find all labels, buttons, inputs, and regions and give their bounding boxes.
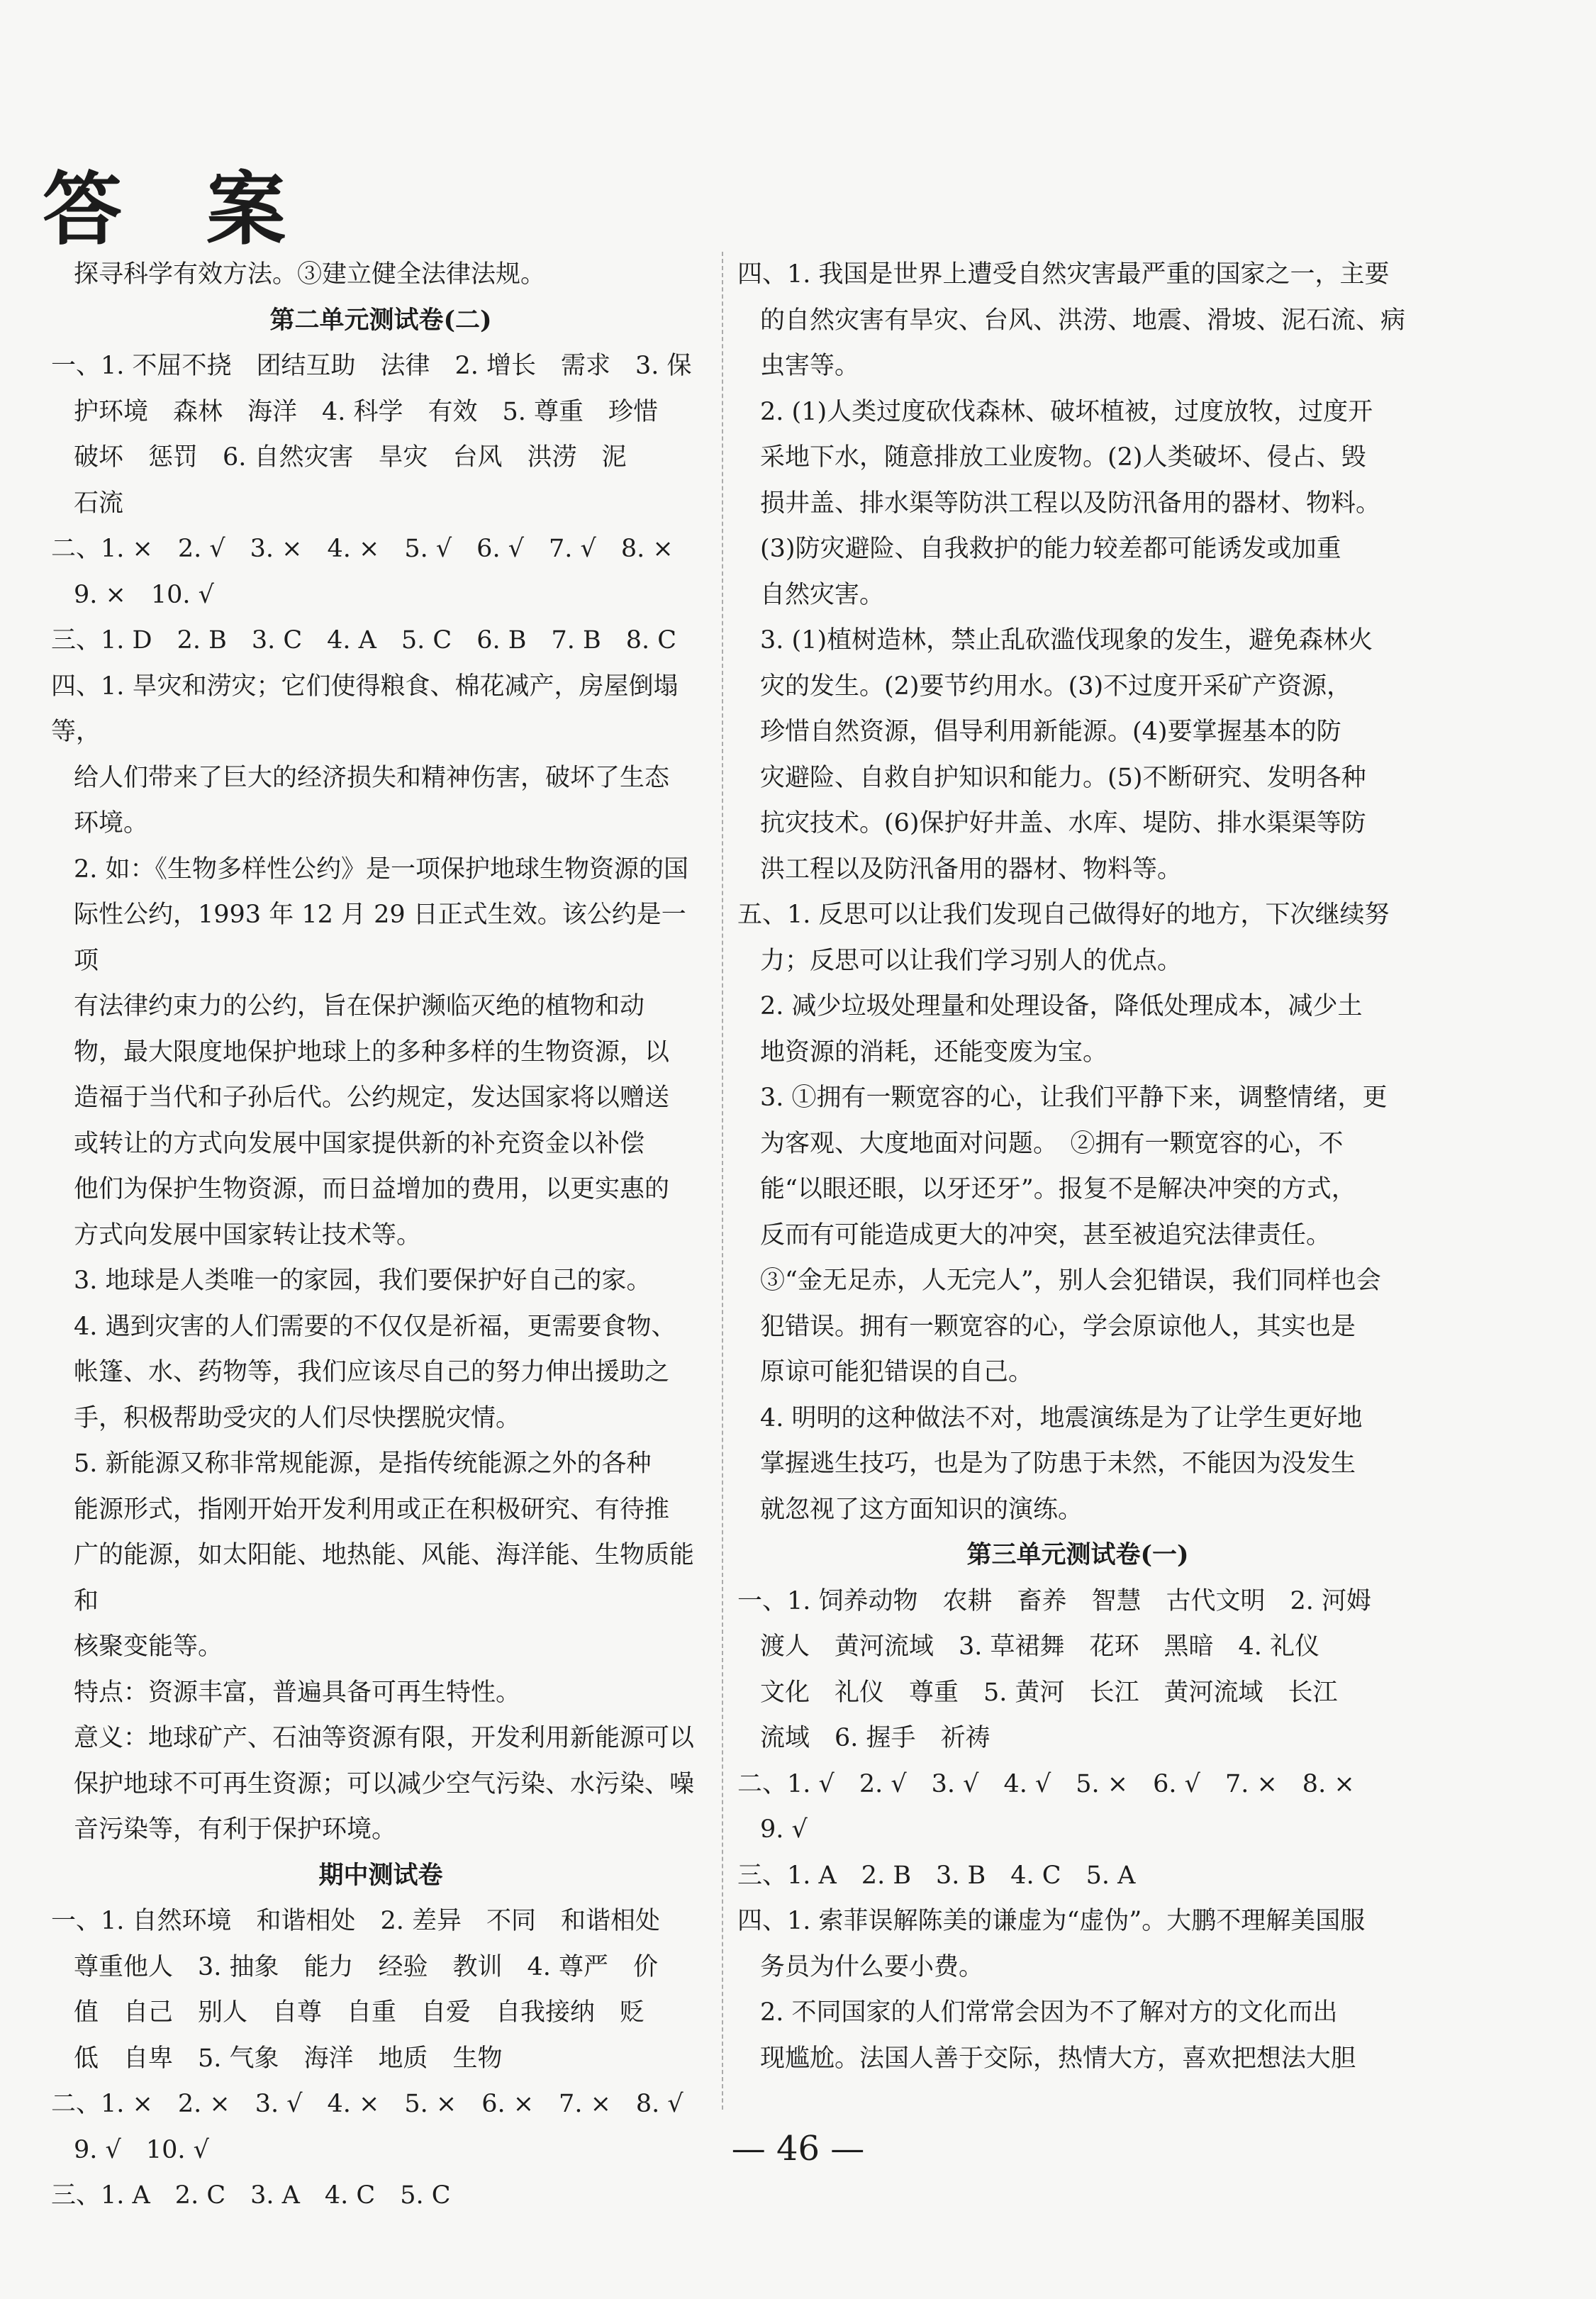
answer-line: 反而有可能造成更大的冲突，甚至被追究法律责任。 <box>760 1220 1332 1249</box>
answer-line: 帐篷、水、药物等，我们应该尽自己的努力伸出援助之 <box>74 1358 670 1386</box>
answer-line: 虫害等。 <box>760 352 860 380</box>
section-heading: 第二单元测试卷(二) <box>269 305 492 335</box>
answer-line: 4. 明明的这种做法不对，地震演练是为了让学生更好地 <box>760 1403 1363 1432</box>
answer-line: 力；反思可以让我们学习别人的优点。 <box>760 946 1183 975</box>
answer-line: 四、1. 旱灾和涝灾；它们使得粮食、棉花减产，房屋倒塌等， <box>51 672 679 746</box>
answer-line: 手，积极帮助受灾的人们尽快摆脱灾情。 <box>74 1403 521 1432</box>
answer-line: 损井盖、排水渠等防洪工程以及防汛备用的器材、物料。 <box>760 489 1381 518</box>
column-divider <box>722 252 723 2110</box>
answer-line: 环境。 <box>74 809 149 837</box>
answer-line: 特点：资源丰富，普遍具备可再生特性。 <box>74 1678 521 1707</box>
section-heading: 第三单元测试卷(一) <box>966 1540 1189 1569</box>
answer-line: 有法律约束力的公约，旨在保护濒临灭绝的植物和动 <box>74 992 645 1020</box>
answer-line: 护环境 森林 海洋 4. 科学 有效 5. 尊重 珍惜 <box>74 397 659 426</box>
answer-line: 一、1. 不屈不挠 团结互助 法律 2. 增长 需求 3. 保 <box>51 352 692 380</box>
answer-line: 能“以眼还眼，以牙还牙”。报复不是解决冲突的方式， <box>760 1175 1356 1203</box>
answer-line: 的自然灾害有旱灾、台风、洪涝、地震、滑坡、泥石流、病 <box>760 306 1406 335</box>
answer-line: 为客观、大度地面对问题。 ②拥有一颗宽容的心，不 <box>760 1129 1344 1158</box>
answer-line: 就忽视了这方面知识的演练。 <box>760 1495 1083 1524</box>
answer-line: 掌握逃生技巧，也是为了防患于未然，不能因为没发生 <box>760 1449 1356 1478</box>
answer-line: 值 自己 别人 自尊 自重 自爱 自我接纳 贬 <box>74 1998 645 2027</box>
answer-line: 自然灾害。 <box>760 580 885 609</box>
answer-line: 或转让的方式向发展中国家提供新的补充资金以补偿 <box>74 1129 645 1158</box>
answer-line: 造福于当代和子孙后代。公约规定，发达国家将以赠送 <box>74 1084 670 1112</box>
answer-line: 抗灾技术。(6)保护好井盖、水库、堤防、排水渠渠等防 <box>760 809 1366 837</box>
answer-line: 尊重他人 3. 抽象 能力 经验 教训 4. 尊严 价 <box>74 1952 659 1981</box>
answer-line: 三、1. A 2. C 3. A 4. C 5. C <box>51 2181 451 2210</box>
answer-line: 5. 新能源又称非常规能源，是指传统能源之外的各种 <box>74 1449 652 1478</box>
answer-line: 三、1. A 2. B 3. B 4. C 5. A <box>737 1861 1136 1890</box>
answer-line: 音污染等，有利于保护环境。 <box>74 1815 397 1844</box>
answer-line: 二、1. × 2. √ 3. × 4. × 5. √ 6. √ 7. √ 8. × <box>51 535 674 563</box>
answer-line: 2. (1)人类过度砍伐森林、破坏植被，过度放牧，过度开 <box>760 397 1373 426</box>
answer-line: 现尴尬。法国人善于交际，热情大方，喜欢把想法大胆 <box>760 2044 1356 2073</box>
answer-line: 3. ①拥有一颗宽容的心，让我们平静下来，调整情绪，更 <box>760 1084 1388 1112</box>
answer-line: 探寻科学有效方法。③建立健全法律法规。 <box>74 260 546 289</box>
answer-line: 9. √ 10. √ <box>74 2135 209 2164</box>
answer-line: 意义：地球矿产、石油等资源有限，开发利用新能源可以 <box>74 1724 695 1752</box>
answer-line: 给人们带来了巨大的经济损失和精神伤害，破坏了生态 <box>74 763 670 792</box>
answer-line: 他们为保护生物资源，而日益增加的费用，以更实惠的 <box>74 1175 670 1203</box>
answer-line: 3. (1)植树造林，禁止乱砍滥伐现象的发生，避免森林火 <box>760 626 1373 655</box>
answer-line: 原谅可能犯错误的自己。 <box>760 1358 1034 1386</box>
answer-line: 破坏 惩罚 6. 自然灾害 旱灾 台风 洪涝 泥 <box>74 443 627 472</box>
answer-line: 核聚变能等。 <box>74 1632 223 1661</box>
answer-line: 洪工程以及防汛备用的器材、物料等。 <box>760 855 1183 884</box>
answer-line: 低 自卑 5. 气象 海洋 地质 生物 <box>74 2044 503 2073</box>
answer-line: (3)防灾避险、自我救护的能力较差都可能诱发或加重 <box>760 535 1341 563</box>
answer-line: 二、1. √ 2. √ 3. √ 4. √ 5. × 6. √ 7. × 8. × <box>737 1769 1355 1798</box>
answer-line: 犯错误。拥有一颗宽容的心，学会原谅他人，其实也是 <box>760 1312 1356 1341</box>
answer-line: 四、1. 索菲误解陈美的谦虚为“虚伪”。大鹏不理解美国服 <box>737 1907 1366 1935</box>
answer-line: 务员为什么要小费。 <box>760 1952 984 1981</box>
answer-line: ③“金无足赤，人无完人”，别人会犯错误，我们同样也会 <box>760 1267 1381 1295</box>
answer-line: 一、1. 饲养动物 农耕 畜养 智慧 古代文明 2. 河姆 <box>737 1586 1372 1615</box>
answer-line: 地资源的消耗，还能变废为宝。 <box>760 1037 1108 1067</box>
answer-line: 3. 地球是人类唯一的家园，我们要保护好自己的家。 <box>74 1267 652 1295</box>
answer-line: 4. 遇到灾害的人们需要的不仅仅是祈福，更需要食物、 <box>74 1312 676 1341</box>
answer-line: 灾的发生。(2)要节约用水。(3)不过度开采矿产资源， <box>760 672 1352 701</box>
answer-line: 2. 如：《生物多样性公约》是一项保护地球生物资源的国 <box>74 855 689 884</box>
answer-line: 9. × 10. √ <box>74 580 214 609</box>
answer-line: 广的能源，如太阳能、地热能、风能、海洋能、生物质能和 <box>74 1541 695 1615</box>
answer-line: 二、1. × 2. × 3. √ 4. × 5. × 6. × 7. × 8. √ <box>51 2090 683 2118</box>
answer-line: 际性公约，1993 年 12 月 29 日正式生效。该公约是一项 <box>74 901 686 975</box>
answer-line: 渡人 黄河流域 3. 草裙舞 花环 黑暗 4. 礼仪 <box>760 1632 1320 1661</box>
answer-line: 灾避险、自救自护知识和能力。(5)不断研究、发明各种 <box>760 763 1366 792</box>
answer-line: 石流 <box>74 489 124 518</box>
answer-line: 四、1. 我国是世界上遭受自然灾害最严重的国家之一，主要 <box>737 260 1390 289</box>
answer-line: 采地下水，随意排放工业废物。(2)人类破坏、侵占、毁 <box>760 443 1366 472</box>
section-heading: 期中测试卷 <box>318 1860 443 1890</box>
answer-line: 方式向发展中国家转让技术等。 <box>74 1220 422 1249</box>
answer-line: 物，最大限度地保护地球上的多种多样的生物资源，以 <box>74 1037 670 1067</box>
answer-line: 一、1. 自然环境 和谐相处 2. 差异 不同 和谐相处 <box>51 1907 661 1935</box>
answer-line: 文化 礼仪 尊重 5. 黄河 长江 黄河流域 长江 <box>760 1678 1338 1707</box>
right-column <box>737 252 1418 2081</box>
page-title: 答 案 <box>43 163 314 256</box>
page-number: — 46 — <box>731 2129 865 2169</box>
answer-line: 2. 不同国家的人们常常会因为不了解对方的文化而出 <box>760 1998 1338 2027</box>
answer-line: 能源形式，指刚开始开发利用或正在积极研究、有待推 <box>74 1495 670 1524</box>
answer-line: 珍惜自然资源，倡导利用新能源。(4)要掌握基本的防 <box>760 718 1341 746</box>
answer-line: 保护地球不可再生资源；可以减少空气污染、水污染、噪 <box>74 1769 695 1798</box>
answer-line: 流域 6. 握手 祈祷 <box>760 1724 990 1752</box>
answer-line: 五、1. 反思可以让我们发现自己做得好的地方，下次继续努 <box>737 901 1390 929</box>
answer-line: 9. √ <box>760 1815 808 1844</box>
answer-line: 2. 减少垃圾处理量和处理设备，降低处理成本，减少土 <box>760 992 1363 1020</box>
left-column <box>51 252 710 2219</box>
answer-line: 三、1. D 2. B 3. C 4. A 5. C 6. B 7. B 8. C <box>51 626 676 655</box>
